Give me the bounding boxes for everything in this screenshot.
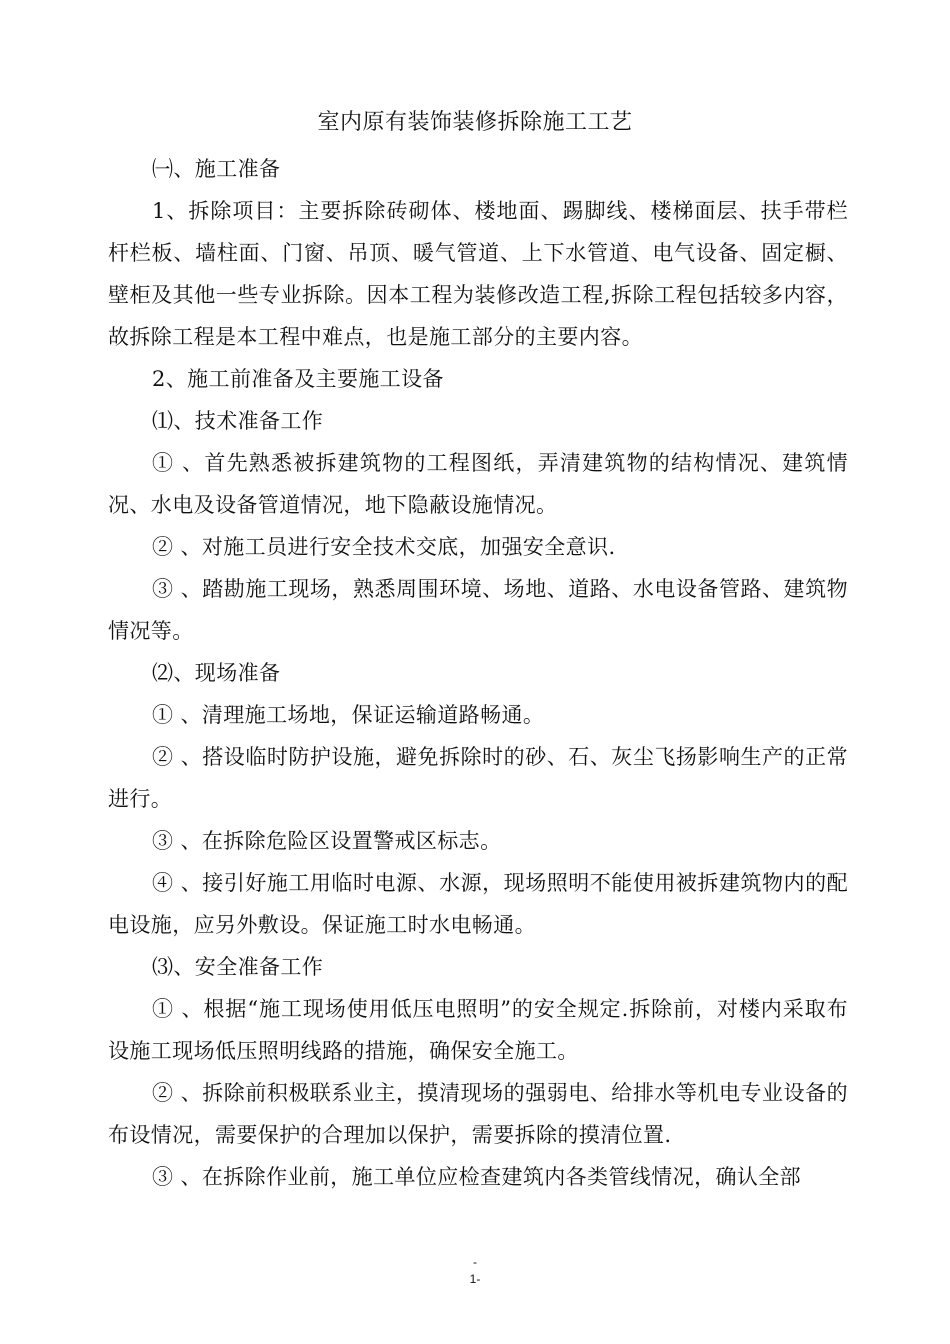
- footer-dash: -: [473, 1255, 477, 1269]
- list-item: ② 、拆除前积极联系业主，摸清现场的强弱电、给排水等机电专业设备的布设情况，需要保护的合理加以保护，需要拆除的摸清位置.: [108, 1081, 848, 1147]
- list-item: ① 、清理施工场地，保证运输道路畅通。: [152, 703, 545, 727]
- subsection-heading: 2、施工前准备及主要施工设备: [152, 367, 444, 391]
- page-number: 1-: [469, 1272, 481, 1286]
- list-item: ③ 、在拆除作业前，施工单位应检查建筑内各类管线情况，确认全部: [152, 1165, 802, 1189]
- document-body: [108, 148, 848, 1198]
- list-item: ③ 、在拆除危险区设置警戒区标志。: [152, 829, 502, 853]
- list-item: ② 、搭设临时防护设施，避免拆除时的砂、石、灰尘飞扬影响生产的正常进行。: [108, 745, 848, 811]
- list-item: ① 、首先熟悉被拆建筑物的工程图纸，弄清建筑物的结构情况、建筑情况、水电及设备管道情况，地下隐蔽设施情况。: [108, 451, 848, 517]
- list-item: ④ 、接引好施工用临时电源、水源，现场照明不能使用被拆建筑物内的配电设施，应另外敷设。保证施工时水电畅通。: [108, 871, 848, 937]
- list-item: ③ 、踏勘施工现场，熟悉周围环境、场地、道路、水电设备管路、建筑物情况等。: [108, 577, 848, 643]
- document-title: 室内原有装饰装修拆除施工工艺: [317, 110, 633, 135]
- list-item: ② 、对施工员进行安全技术交底，加强安全意识.: [152, 535, 616, 559]
- section-heading: ㈠、施工准备: [152, 157, 281, 181]
- body-paragraph: 1、拆除项目：主要拆除砖砌体、楼地面、踢脚线、楼梯面层、扶手带栏杆栏板、墙柱面、门窗、吊顶、暖气管道、上下水管道、电气设备、固定橱、壁柜及其他一些专业拆除。因本工程为装修改造工程,拆除工程包括较多内容，故拆除工程是本工程中难点，也是施工部分的主要内容。: [108, 199, 848, 349]
- list-item: ① 、根据“施工现场使用低压电照明”的安全规定.拆除前，对楼内采取布设施工现场低压照明线路的措施，确保安全施工。: [108, 997, 848, 1063]
- subsection-heading: ⑴、技术准备工作: [152, 409, 324, 433]
- subsection-heading: ⑵、现场准备: [152, 661, 281, 685]
- subsection-heading: ⑶、安全准备工作: [152, 955, 324, 979]
